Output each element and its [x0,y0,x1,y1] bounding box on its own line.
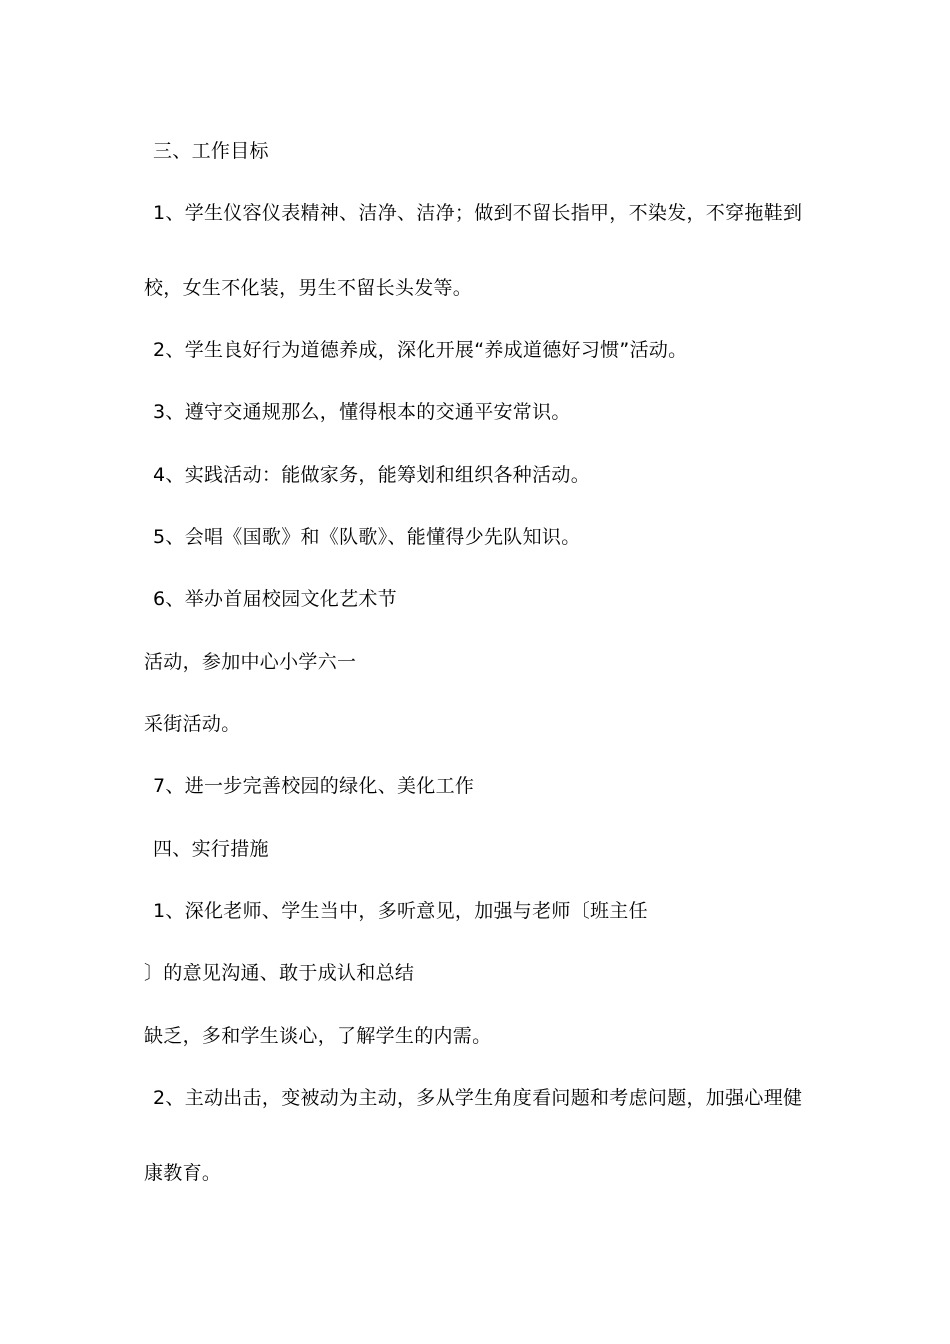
measure-1-line-1: 1、深化老师、学生当中，多听意见，加强与老师〔班主任 [153,900,648,922]
measure-2-line-2: 康教育。 [144,1162,222,1184]
goal-3: 3、遵守交通规那么，懂得根本的交通平安常识。 [153,401,571,423]
measure-1-line-2: 〕的意见沟通、敢于成认和总结 [144,962,415,984]
goal-6-line-1: 6、举办首届校园文化艺术节 [153,588,397,610]
measure-1-line-3: 缺乏，多和学生谈心，了解学生的内需。 [144,1025,492,1047]
goal-1-line-1: 1、学生仪容仪表精神、洁净、洁净；做到不留长指甲，不染发，不穿拖鞋到 [153,202,803,224]
goal-5: 5、会唱《国歌》和《队歌》、能懂得少先队知识。 [153,526,581,548]
section-heading-goals: 三、工作目标 [153,140,269,162]
section-heading-measures: 四、实行措施 [153,838,269,860]
goal-7: 7、进一步完善校园的绿化、美化工作 [153,775,475,797]
goal-1-line-2: 校，女生不化装，男生不留长头发等。 [144,277,473,299]
goal-2: 2、学生良好行为道德养成，深化开展“养成道德好习惯”活动。 [153,339,688,361]
goal-4: 4、实践活动：能做家务，能筹划和组织各种活动。 [153,464,590,486]
goal-6-line-3: 采街活动。 [144,713,241,735]
measure-2-line-1: 2、主动出击，变被动为主动，多从学生角度看问题和考虑问题，加强心理健 [153,1087,803,1109]
goal-6-line-2: 活动，参加中心小学六一 [144,651,357,673]
